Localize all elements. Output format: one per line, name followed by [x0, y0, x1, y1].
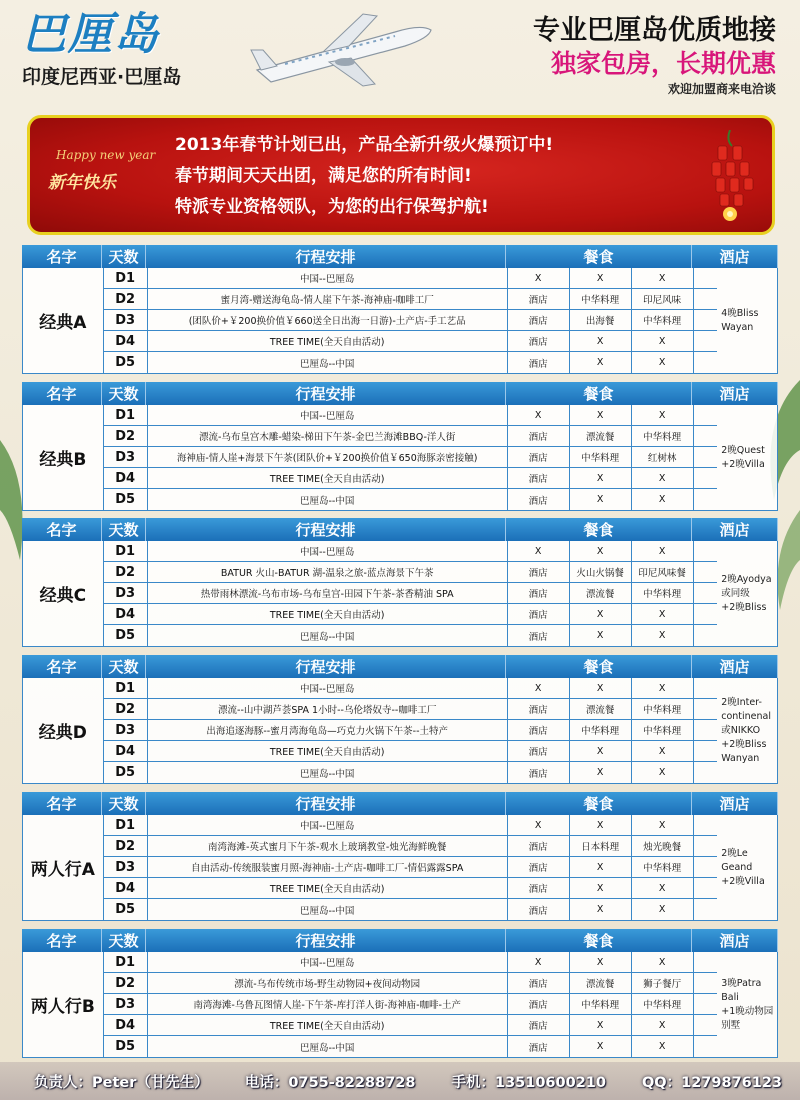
meal-cell: 酒店 — [508, 562, 570, 582]
table-header — [22, 518, 778, 541]
itinerary-cell: 海神庙-情人崖+海景下午茶(团队价+￥200换价值￥650海豚亲密接触) — [148, 447, 508, 467]
table-row — [104, 405, 718, 426]
meal-cell: X — [508, 541, 570, 561]
meal-cell: X — [632, 268, 694, 288]
meal-cell: X — [570, 857, 632, 877]
slogan-note: 欢迎加盟商来电洽谈 — [667, 82, 776, 96]
meal-cell: X — [632, 762, 694, 783]
day-cell: D4 — [104, 468, 148, 488]
table-row — [104, 741, 718, 762]
meal-cell: 酒店 — [508, 331, 570, 351]
day-cell: D1 — [104, 815, 148, 835]
package-table — [22, 382, 778, 511]
itinerary-cell: TREE TIME(全天自由活动) — [148, 331, 508, 351]
day-cell: D1 — [104, 952, 148, 972]
header-day: 天数 — [102, 929, 146, 952]
itinerary-cell: 中国--巴厘岛 — [148, 952, 508, 972]
meal-cell: 狮子餐厅 — [632, 973, 694, 993]
greeting-cn: 新年快乐 — [48, 173, 116, 193]
meal-cell: X — [570, 678, 632, 698]
header-meal: 餐食 — [506, 792, 692, 815]
meal-cell: 酒店 — [508, 973, 570, 993]
header-day: 天数 — [102, 792, 146, 815]
meal-cell: 酒店 — [508, 762, 570, 783]
meal-cell: 酒店 — [508, 583, 570, 603]
meal-cell: X — [632, 541, 694, 561]
meal-cell: 酒店 — [508, 468, 570, 488]
table-row — [104, 878, 718, 899]
meal-cell: 中华料理 — [632, 310, 694, 330]
table-row — [104, 994, 718, 1015]
meal-cell: 印尼风味 — [632, 289, 694, 309]
meal-cell: X — [632, 489, 694, 510]
meal-cell: X — [632, 468, 694, 488]
meal-cell: 酒店 — [508, 836, 570, 856]
meal-cell: 酒店 — [508, 447, 570, 467]
meal-cell: 中华料理 — [632, 994, 694, 1014]
day-cell: D3 — [104, 720, 148, 740]
meal-cell: 出海餐 — [570, 310, 632, 330]
meal-cell: 中华料理 — [632, 583, 694, 603]
day-cell: D4 — [104, 741, 148, 761]
meal-cell: X — [632, 878, 694, 898]
header-hotel: 酒店 — [692, 382, 778, 405]
meal-cell: 中华料理 — [570, 994, 632, 1014]
header-itinerary: 行程安排 — [146, 518, 506, 541]
table-row — [104, 952, 718, 973]
banner-lines — [175, 130, 553, 223]
hotel-cell: 2晚Quest +2晚Villa — [721, 444, 765, 470]
header-itinerary: 行程安排 — [146, 382, 506, 405]
table-row — [104, 447, 718, 468]
meal-cell: 酒店 — [508, 994, 570, 1014]
firecracker-icon — [700, 130, 760, 225]
mobile-number: 手机：13510600210 — [451, 1074, 606, 1091]
meal-cell: X — [632, 741, 694, 761]
table-row — [104, 899, 718, 920]
header-hotel: 酒店 — [692, 245, 778, 268]
header-itinerary: 行程安排 — [146, 655, 506, 678]
table-row — [104, 625, 718, 646]
meal-cell: X — [632, 604, 694, 624]
meal-cell: 酒店 — [508, 352, 570, 373]
meal-cell: 酒店 — [508, 604, 570, 624]
greeting-en: Happy new year — [56, 148, 156, 162]
meal-cell: 酒店 — [508, 720, 570, 740]
logo — [22, 8, 252, 90]
meal-cell: 中华料理 — [570, 720, 632, 740]
meal-cell: X — [632, 899, 694, 920]
meal-cell: X — [570, 352, 632, 373]
meal-cell: X — [570, 899, 632, 920]
airplane-icon — [245, 10, 435, 90]
day-cell: D5 — [104, 762, 148, 783]
meal-cell: X — [570, 405, 632, 425]
itinerary-cell: TREE TIME(全天自由活动) — [148, 468, 508, 488]
meal-cell: 火山火锅餐 — [570, 562, 632, 582]
table-row — [104, 310, 718, 331]
meal-cell: 中华料理 — [632, 857, 694, 877]
day-cell: D1 — [104, 541, 148, 561]
package-name: 两人行B — [23, 952, 104, 1057]
hotel-cell: 2晚Le Geand +2晚Villa — [721, 847, 765, 887]
meal-cell: 日本料理 — [570, 836, 632, 856]
meal-cell: 酒店 — [508, 741, 570, 761]
package-table — [22, 792, 778, 921]
header-day: 天数 — [102, 382, 146, 405]
table-row — [104, 352, 718, 373]
header-day: 天数 — [102, 245, 146, 268]
itinerary-cell: 巴厘岛--中国 — [148, 625, 508, 646]
table-row — [104, 699, 718, 720]
meal-cell: 酒店 — [508, 878, 570, 898]
qq-number: QQ：1279876123 — [641, 1074, 783, 1091]
meal-cell: X — [570, 331, 632, 351]
day-cell: D4 — [104, 331, 148, 351]
meal-cell: X — [570, 1015, 632, 1035]
meal-cell: 酒店 — [508, 1036, 570, 1057]
table-row — [104, 678, 718, 699]
table-row — [104, 331, 718, 352]
hotel-cell: 4晚Bliss Wayan — [721, 307, 759, 333]
meal-cell: 酒店 — [508, 699, 570, 719]
table-row — [104, 604, 718, 625]
meal-cell: 中华料理 — [570, 447, 632, 467]
itinerary-cell: 巴厘岛--中国 — [148, 352, 508, 373]
banner-line: 春节期间天天出团，满足您的所有时间! — [175, 166, 472, 186]
header-name: 名字 — [22, 655, 102, 678]
itinerary-cell: 漂流--山中湖芦荟SPA 1小时--乌伦塔奴寺--咖啡工厂 — [148, 699, 508, 719]
meal-cell: 中华料理 — [632, 426, 694, 446]
meal-cell: X — [570, 762, 632, 783]
package-table — [22, 245, 778, 374]
day-cell: D4 — [104, 878, 148, 898]
header-hotel: 酒店 — [692, 792, 778, 815]
phone-number: 电话：0755-82288728 — [244, 1074, 416, 1091]
meal-cell: X — [508, 268, 570, 288]
day-cell: D4 — [104, 604, 148, 624]
table-row — [104, 1015, 718, 1036]
table-row — [104, 426, 718, 447]
meal-cell: X — [632, 625, 694, 646]
header-meal: 餐食 — [506, 245, 692, 268]
itinerary-cell: BATUR 火山-BATUR 湖-温泉之旅-蓝点海景下午茶 — [148, 562, 508, 582]
table-row — [104, 268, 718, 289]
table-row — [104, 836, 718, 857]
meal-cell: 中华料理 — [570, 289, 632, 309]
day-cell: D3 — [104, 447, 148, 467]
meal-cell: X — [570, 604, 632, 624]
table-row — [104, 1036, 718, 1057]
package-name: 经典B — [23, 405, 104, 510]
itinerary-cell: 巴厘岛--中国 — [148, 489, 508, 510]
meal-cell: X — [632, 405, 694, 425]
package-name: 经典C — [23, 541, 104, 646]
itinerary-cell: 漂流-乌布皇宫木雕-蜡染-梯田下午茶-金巴兰海滩BBQ-洋人街 — [148, 426, 508, 446]
table-header — [22, 792, 778, 815]
meal-cell: X — [570, 741, 632, 761]
header-meal: 餐食 — [506, 518, 692, 541]
itinerary-cell: 中国--巴厘岛 — [148, 541, 508, 561]
meal-cell: 红树林 — [632, 447, 694, 467]
header-meal: 餐食 — [506, 929, 692, 952]
meal-cell: X — [508, 405, 570, 425]
table-row — [104, 562, 718, 583]
day-cell: D5 — [104, 1036, 148, 1057]
meal-cell: X — [570, 268, 632, 288]
package-name: 两人行A — [23, 815, 104, 920]
meal-cell: 酒店 — [508, 899, 570, 920]
meal-cell: 漂流餐 — [570, 699, 632, 719]
meal-cell: X — [632, 952, 694, 972]
itinerary-cell: 出海追逐海豚--蜜月湾海龟岛—巧克力火锅下午茶--土特产 — [148, 720, 508, 740]
itinerary-cell: 中国--巴厘岛 — [148, 405, 508, 425]
package-table — [22, 655, 778, 784]
meal-cell: X — [508, 815, 570, 835]
table-header — [22, 655, 778, 678]
new-year-greeting — [48, 146, 163, 201]
package-name: 经典D — [23, 678, 104, 783]
day-cell: D2 — [104, 699, 148, 719]
table-header — [22, 929, 778, 952]
meal-cell: X — [632, 1036, 694, 1057]
itinerary-cell: TREE TIME(全天自由活动) — [148, 741, 508, 761]
day-cell: D3 — [104, 310, 148, 330]
itinerary-cell: TREE TIME(全天自由活动) — [148, 604, 508, 624]
contact-footer — [0, 1062, 800, 1100]
meal-cell: X — [632, 815, 694, 835]
itinerary-cell: 中国--巴厘岛 — [148, 815, 508, 835]
day-cell: D2 — [104, 562, 148, 582]
meal-cell: 酒店 — [508, 489, 570, 510]
header-itinerary: 行程安排 — [146, 792, 506, 815]
meal-cell: 漂流餐 — [570, 426, 632, 446]
header-day: 天数 — [102, 518, 146, 541]
day-cell: D2 — [104, 836, 148, 856]
table-row — [104, 489, 718, 510]
day-cell: D1 — [104, 405, 148, 425]
meal-cell: 中华料理 — [632, 699, 694, 719]
package-table — [22, 929, 778, 1058]
table-row — [104, 583, 718, 604]
day-cell: D2 — [104, 973, 148, 993]
header-hotel: 酒店 — [692, 518, 778, 541]
meal-cell: 酒店 — [508, 289, 570, 309]
header-hotel: 酒店 — [692, 929, 778, 952]
header-itinerary: 行程安排 — [146, 245, 506, 268]
hotel-cell: 3晚Patra Bali +1晚动物园 别墅 — [721, 977, 774, 1031]
slogan-accent: 独家包房，长期优惠 — [550, 49, 776, 78]
meal-cell: 酒店 — [508, 310, 570, 330]
itinerary-cell: 中国--巴厘岛 — [148, 678, 508, 698]
meal-cell: 酒店 — [508, 426, 570, 446]
itinerary-cell: 热带雨林漂流-乌布市场-乌布皇宫-田园下午茶-茶香精油 SPA — [148, 583, 508, 603]
day-cell: D2 — [104, 289, 148, 309]
itinerary-cell: 巴厘岛--中国 — [148, 762, 508, 783]
table-row — [104, 973, 718, 994]
meal-cell: X — [570, 625, 632, 646]
table-row — [104, 857, 718, 878]
logo-title: 巴厘岛 — [22, 9, 160, 60]
meal-cell: X — [570, 878, 632, 898]
table-row — [104, 541, 718, 562]
meal-cell: X — [632, 1015, 694, 1035]
header-meal: 餐食 — [506, 382, 692, 405]
itinerary-cell: TREE TIME(全天自由活动) — [148, 1015, 508, 1035]
meal-cell: X — [570, 541, 632, 561]
slogan — [533, 14, 776, 98]
header-name: 名字 — [22, 245, 102, 268]
day-cell: D3 — [104, 994, 148, 1014]
itinerary-cell: 巴厘岛--中国 — [148, 1036, 508, 1057]
hotel-cell: 2晚Ayodya 或同级 +2晚Bliss — [721, 573, 772, 613]
day-cell: D3 — [104, 857, 148, 877]
meal-cell: X — [570, 468, 632, 488]
table-row — [104, 815, 718, 836]
table-header — [22, 382, 778, 405]
day-cell: D5 — [104, 352, 148, 373]
banner-line: 特派专业资格领队，为您的出行保驾护航! — [175, 197, 489, 217]
meal-cell: X — [508, 952, 570, 972]
slogan-main: 专业巴厘岛优质地接 — [533, 15, 776, 46]
meal-cell: X — [570, 489, 632, 510]
header-hotel: 酒店 — [692, 655, 778, 678]
meal-cell: X — [632, 352, 694, 373]
meal-cell: 酒店 — [508, 625, 570, 646]
itinerary-cell: 南湾海滩-英式蜜月下午茶-观水上玻璃教堂-烛光海鲜晚餐 — [148, 836, 508, 856]
meal-cell: 中华料理 — [632, 720, 694, 740]
itinerary-cell: (团队价+￥200换价值￥660送全日出海一日游)-土产店-手工艺品 — [148, 310, 508, 330]
header-name: 名字 — [22, 792, 102, 815]
header-itinerary: 行程安排 — [146, 929, 506, 952]
header-meal: 餐食 — [506, 655, 692, 678]
meal-cell: X — [632, 331, 694, 351]
itinerary-cell: 中国--巴厘岛 — [148, 268, 508, 288]
promo-banner — [27, 115, 775, 235]
day-cell: D5 — [104, 899, 148, 920]
day-cell: D5 — [104, 489, 148, 510]
header-name: 名字 — [22, 929, 102, 952]
meal-cell: X — [570, 815, 632, 835]
package-name: 经典A — [23, 268, 104, 373]
contact-person: 负责人：Peter（甘先生） — [34, 1074, 209, 1091]
hotel-cell: 2晚Inter- continenal 或NIKKO +2晚Bliss Wanyan — [721, 696, 772, 764]
itinerary-cell: 自由活动-传统服装蜜月照-海神庙-土产店-咖啡工厂-情侣露露SPA — [148, 857, 508, 877]
meal-cell: 漂流餐 — [570, 973, 632, 993]
itinerary-cell: 漂流-乌布传统市场-野生动物园+夜间动物园 — [148, 973, 508, 993]
day-cell: D3 — [104, 583, 148, 603]
day-cell: D1 — [104, 268, 148, 288]
day-cell: D4 — [104, 1015, 148, 1035]
header-name: 名字 — [22, 382, 102, 405]
day-cell: D2 — [104, 426, 148, 446]
header-day: 天数 — [102, 655, 146, 678]
day-cell: D5 — [104, 625, 148, 646]
table-header — [22, 245, 778, 268]
meal-cell: 烛光晚餐 — [632, 836, 694, 856]
header-name: 名字 — [22, 518, 102, 541]
itinerary-cell: 巴厘岛--中国 — [148, 899, 508, 920]
banner-line: 2013年春节计划已出，产品全新升级火爆预订中! — [175, 135, 554, 155]
meal-cell: 酒店 — [508, 1015, 570, 1035]
meal-cell: X — [632, 678, 694, 698]
meal-cell: 漂流餐 — [570, 583, 632, 603]
itinerary-cell: 南湾海滩-乌鲁瓦图情人崖-下午茶-库打洋人街-海神庙-咖啡-土产 — [148, 994, 508, 1014]
meal-cell: 酒店 — [508, 857, 570, 877]
meal-cell: X — [570, 952, 632, 972]
table-row — [104, 289, 718, 310]
meal-cell: X — [508, 678, 570, 698]
meal-cell: 印尼风味餐 — [632, 562, 694, 582]
day-cell: D1 — [104, 678, 148, 698]
itinerary-cell: TREE TIME(全天自由活动) — [148, 878, 508, 898]
package-table — [22, 518, 778, 647]
table-row — [104, 468, 718, 489]
itinerary-cell: 蜜月湾-赠送海龟岛-情人崖下午茶-海神庙-咖啡工厂 — [148, 289, 508, 309]
meal-cell: X — [570, 1036, 632, 1057]
table-row — [104, 720, 718, 741]
logo-subtitle: 印度尼西亚·巴厘岛 — [22, 66, 182, 88]
table-row — [104, 762, 718, 783]
